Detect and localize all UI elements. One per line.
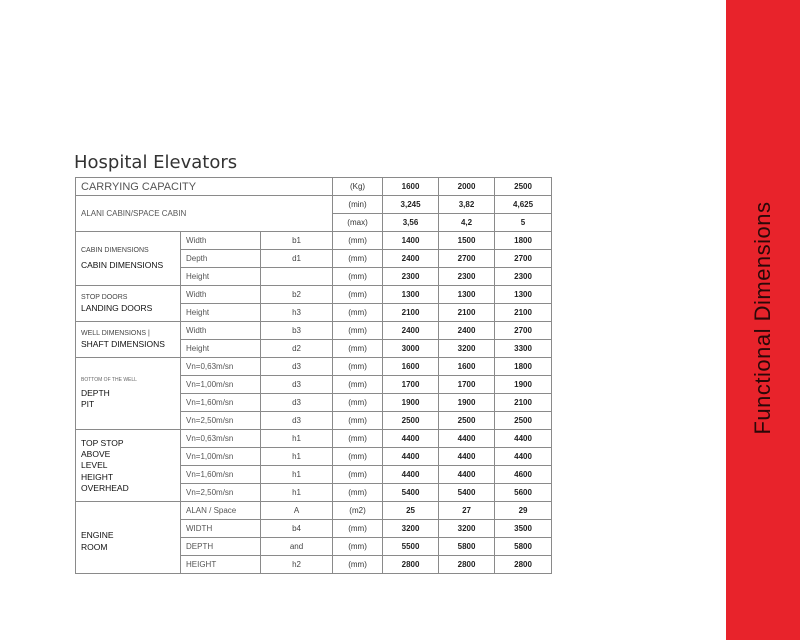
unit-cell: (mm) [333,556,383,574]
value-cell: 5800 [439,538,495,556]
symbol-cell: b4 [261,520,333,538]
value-cell: 5600 [495,484,552,502]
value-cell: 3,56 [383,214,439,232]
table-row [76,502,552,520]
value-cell: 4400 [383,430,439,448]
value-cell: 1300 [495,286,552,304]
value-cell: 2500 [383,412,439,430]
value-cell: 3500 [495,520,552,538]
landing-doors-group: STOP DOORS LANDING DOORS [76,286,181,322]
unit-cell: (max) [333,214,383,232]
side-banner [726,0,800,640]
value-cell: 4400 [439,448,495,466]
value-cell: 1900 [439,394,495,412]
row-label: Vn=0,63m/sn [181,430,261,448]
row-label: Vn=2,50m/sn [181,412,261,430]
symbol-cell: b3 [261,322,333,340]
row-label: ALAN / Space [181,502,261,520]
value-cell: 4,2 [439,214,495,232]
value-cell: 2500 [495,178,552,196]
value-cell: 1300 [439,286,495,304]
value-cell: 3300 [495,340,552,358]
pit-depth-group: BOTTOM OF THE WELL DEPTH PIT [76,358,181,430]
value-cell: 4400 [383,448,439,466]
cabin-dimensions-group: CABIN DIMENSIONS CABIN DIMENSIONS [76,232,181,286]
value-cell: 3200 [383,520,439,538]
symbol-cell: d3 [261,358,333,376]
unit-cell: (mm) [333,268,383,286]
table-row [76,178,552,196]
row-label: Vn=1,60m/sn [181,394,261,412]
symbol-cell: h1 [261,430,333,448]
table-row [76,358,552,376]
symbol-cell: d1 [261,250,333,268]
value-cell: 2100 [495,394,552,412]
value-cell: 4400 [439,466,495,484]
row-label: Height [181,268,261,286]
value-cell: 5800 [495,538,552,556]
row-label: Height [181,304,261,322]
row-label: DEPTH [181,538,261,556]
value-cell: 4400 [439,430,495,448]
value-cell: 5500 [383,538,439,556]
table-row [76,322,552,340]
value-cell: 2100 [383,304,439,322]
value-cell: 1900 [383,394,439,412]
value-cell: 1600 [383,358,439,376]
row-label: Vn=2,50m/sn [181,484,261,502]
cabin-space-label: ALANI CABIN/SPACE CABIN [76,196,333,232]
row-label: Width [181,286,261,304]
value-cell: 2700 [495,250,552,268]
unit-cell: (Kg) [333,178,383,196]
row-label: Vn=0,63m/sn [181,358,261,376]
value-cell: 2800 [439,556,495,574]
value-cell: 2800 [495,556,552,574]
value-cell: 2700 [495,322,552,340]
value-cell: 3,82 [439,196,495,214]
unit-cell: (mm) [333,358,383,376]
value-cell: 1600 [439,358,495,376]
value-cell: 4,625 [495,196,552,214]
value-cell: 1800 [495,232,552,250]
unit-cell: (mm) [333,340,383,358]
value-cell: 2800 [383,556,439,574]
symbol-cell: d3 [261,376,333,394]
table-row [76,286,552,304]
value-cell: 3200 [439,520,495,538]
value-cell: 1600 [383,178,439,196]
unit-cell: (mm) [333,484,383,502]
symbol-cell: A [261,502,333,520]
symbol-cell: b1 [261,232,333,250]
symbol-cell: d2 [261,340,333,358]
value-cell: 1300 [383,286,439,304]
page-title: Hospital Elevators [74,152,238,173]
value-cell: 2400 [439,322,495,340]
symbol-cell: b2 [261,286,333,304]
value-cell: 2000 [439,178,495,196]
symbol-cell: h3 [261,304,333,322]
symbol-cell: h1 [261,484,333,502]
value-cell: 2300 [383,268,439,286]
row-label: HEIGHT [181,556,261,574]
value-cell: 2500 [439,412,495,430]
unit-cell: (min) [333,196,383,214]
symbol-cell [261,268,333,286]
symbol-cell: h1 [261,448,333,466]
row-label: Depth [181,250,261,268]
row-label: Width [181,322,261,340]
unit-cell: (mm) [333,286,383,304]
symbol-cell: d3 [261,394,333,412]
table-row [76,232,552,250]
row-label: Vn=1,60m/sn [181,466,261,484]
row-label: Vn=1,00m/sn [181,376,261,394]
value-cell: 27 [439,502,495,520]
unit-cell: (mm) [333,520,383,538]
row-label: Vn=1,00m/sn [181,448,261,466]
value-cell: 29 [495,502,552,520]
value-cell: 2100 [495,304,552,322]
value-cell: 1900 [495,376,552,394]
symbol-cell: h1 [261,466,333,484]
value-cell: 1700 [439,376,495,394]
value-cell: 2300 [495,268,552,286]
shaft-dimensions-group: WELL DIMENSIONS | SHAFT DIMENSIONS [76,322,181,358]
value-cell: 2100 [439,304,495,322]
unit-cell: (mm) [333,376,383,394]
value-cell: 4400 [495,448,552,466]
unit-cell: (mm) [333,412,383,430]
value-cell: 4400 [383,466,439,484]
row-label: Width [181,232,261,250]
unit-cell: (m2) [333,502,383,520]
value-cell: 5 [495,214,552,232]
unit-cell: (mm) [333,232,383,250]
value-cell: 3000 [383,340,439,358]
value-cell: 2300 [439,268,495,286]
table-row [76,196,552,214]
side-banner-title: Functional Dimensions [750,201,775,435]
value-cell: 4600 [495,466,552,484]
table-row [76,430,552,448]
symbol-cell: d3 [261,412,333,430]
value-cell: 2500 [495,412,552,430]
overhead-group: TOP STOP ABOVE LEVEL HEIGHT OVERHEAD [76,430,181,502]
value-cell: 3200 [439,340,495,358]
value-cell: 2400 [383,322,439,340]
value-cell: 1500 [439,232,495,250]
value-cell: 1800 [495,358,552,376]
unit-cell: (mm) [333,448,383,466]
unit-cell: (mm) [333,250,383,268]
symbol-cell: and [261,538,333,556]
symbol-cell: h2 [261,556,333,574]
unit-cell: (mm) [333,394,383,412]
value-cell: 1700 [383,376,439,394]
unit-cell: (mm) [333,466,383,484]
row-label: Height [181,340,261,358]
carrying-capacity-label: CARRYING CAPACITY [76,178,333,196]
value-cell: 2700 [439,250,495,268]
unit-cell: (mm) [333,538,383,556]
elevator-spec-table [75,177,552,574]
engine-room-group: ENGINE ROOM [76,502,181,574]
value-cell: 5400 [383,484,439,502]
value-cell: 1400 [383,232,439,250]
unit-cell: (mm) [333,430,383,448]
unit-cell: (mm) [333,322,383,340]
value-cell: 2400 [383,250,439,268]
value-cell: 3,245 [383,196,439,214]
value-cell: 4400 [495,430,552,448]
row-label: WIDTH [181,520,261,538]
value-cell: 5400 [439,484,495,502]
unit-cell: (mm) [333,304,383,322]
value-cell: 25 [383,502,439,520]
